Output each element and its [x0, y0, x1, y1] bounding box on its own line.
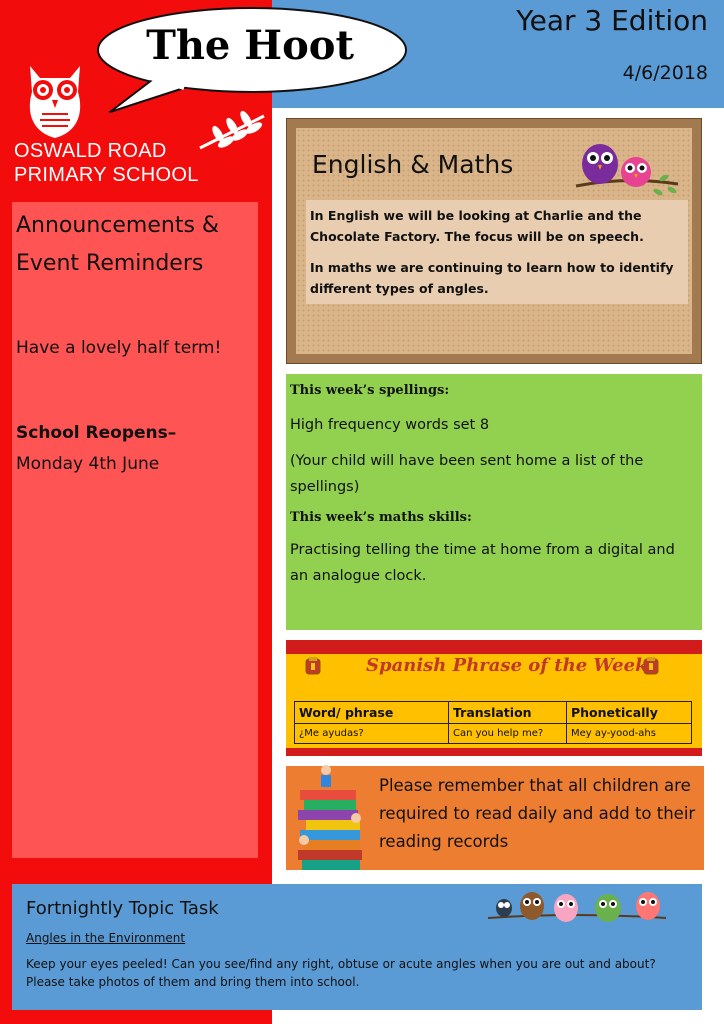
spellings-heading: This week’s spellings:: [290, 383, 450, 398]
column-header-translation: Translation: [449, 702, 567, 724]
cell-phrase: ¿Me ayudas?: [295, 724, 449, 744]
announcements-title: Announcements & Event Reminders: [16, 213, 220, 276]
edition-label: Year 3 Edition: [516, 4, 708, 37]
table-header-row: [295, 702, 692, 724]
school-reopens-title: School Reopens–: [16, 423, 177, 443]
owls-row-icon: [484, 888, 670, 930]
spellings-panel: [286, 374, 702, 630]
spellings-note: (Your child will have been sent home a list of the spellings): [290, 453, 644, 495]
announcements-panel: [12, 202, 258, 858]
english-text: In English we will be looking at Charlie and the Chocolate Factory. The focus will be on speech.: [310, 208, 644, 244]
maths-skills-heading: This week’s maths skills:: [290, 510, 472, 525]
issue-date: 4/6/2018: [622, 62, 708, 84]
cell-translation: Can you help me?: [449, 724, 567, 744]
school-name-line1: OSWALD ROAD: [14, 140, 167, 162]
table-row: [295, 724, 692, 744]
topic-task-title: Fortnightly Topic Task: [26, 898, 219, 919]
spanish-phrase-title: Spanish Phrase of the Week: [366, 655, 648, 676]
topic-task-subtitle: Angles in the Environment: [26, 931, 186, 945]
school-name-line2: PRIMARY SCHOOL: [14, 164, 199, 186]
leaf-branch-icon: [198, 108, 268, 152]
phrase-table: [294, 701, 692, 744]
owls-on-branch-icon: [570, 138, 682, 204]
maths-text: In maths we are continuing to learn how to identify different types of angles.: [310, 260, 674, 296]
column-header-word: Word/ phrase: [295, 702, 449, 724]
newsletter-title: The Hoot: [146, 22, 354, 69]
topic-task-text: Keep your eyes peeled! Can you see/find any right, obtuse or acute angles when you are out and about? Please take photos of them and bring them into school.: [26, 957, 656, 989]
school-reopens-date: Monday 4th June: [16, 454, 160, 474]
english-maths-title: English & Maths: [312, 150, 514, 179]
cell-phonetic: Mey ay-yood-ahs: [567, 724, 692, 744]
reading-reminder: Please remember that all children are required to read daily and add to their reading records: [379, 776, 696, 851]
column-header-phonetically: Phonetically: [567, 702, 692, 724]
spanish-flag-top-stripe: [286, 640, 702, 654]
owl-logo-icon: [22, 62, 88, 140]
book-stack-icon: [294, 762, 370, 874]
spellings-set: High frequency words set 8: [290, 417, 490, 433]
spanish-crest-icon: [302, 656, 324, 676]
half-term-message: Have a lovely half term!: [16, 338, 222, 358]
maths-skills-text: Practising telling the time at home from a digital and an analogue clock.: [290, 542, 675, 584]
spanish-flag-bottom-stripe: [286, 748, 702, 756]
